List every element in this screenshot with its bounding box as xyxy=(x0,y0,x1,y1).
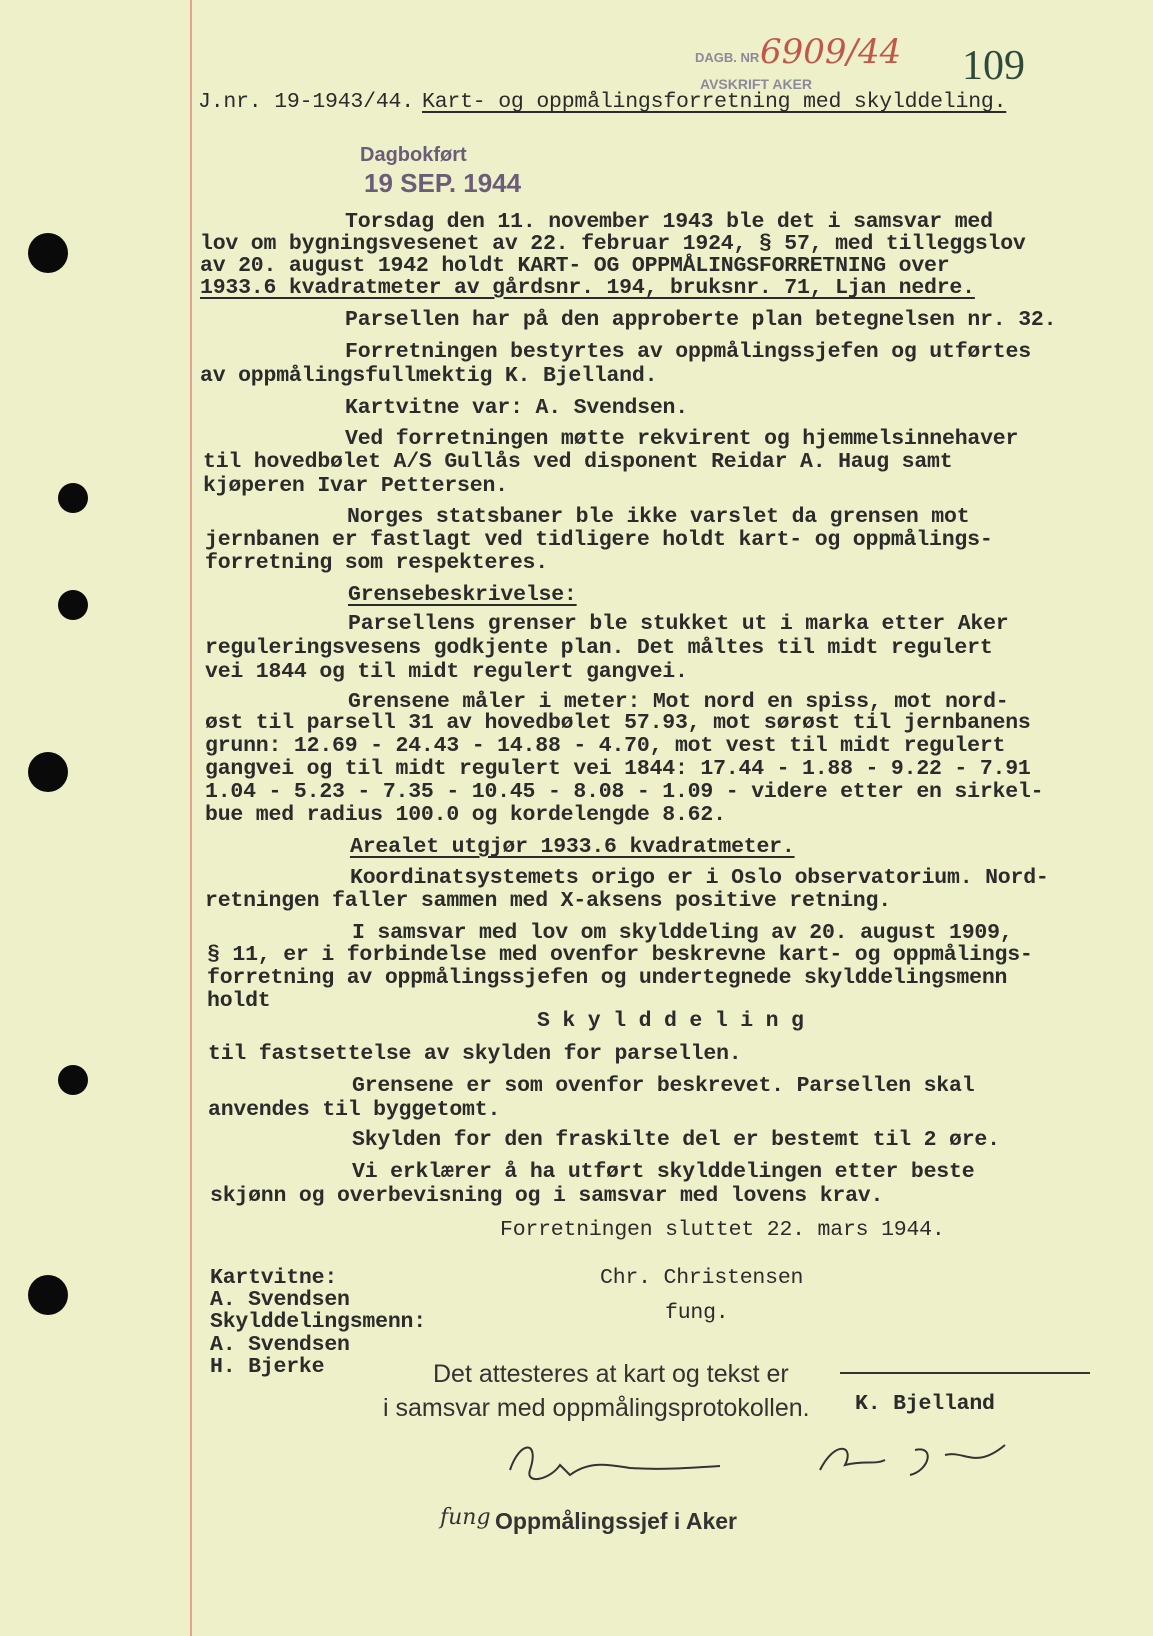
dagbokfort-stamp: Dagbokført xyxy=(360,144,467,166)
official-name: Chr. Christensen xyxy=(600,1266,804,1290)
text-line: anvendes til byggetomt. xyxy=(208,1098,501,1122)
punch-hole xyxy=(28,1275,68,1315)
punch-hole xyxy=(58,590,88,620)
text-line: Arealet utgjør 1933.6 kvadratmeter. xyxy=(350,835,795,859)
text-line: Ved forretningen møtte rekvirent og hjemmelsinnehaver xyxy=(345,427,1019,451)
text-line: Skylden for den fraskilte del er bestemt til 2 øre. xyxy=(352,1128,1000,1152)
text-line: gangvei og til midt regulert vei 1844: 17.44 - 1.88 - 9.22 - 7.91 xyxy=(205,757,1031,781)
man-2: H. Bjerke xyxy=(210,1355,325,1379)
text-line: S k y l d d e l i n g xyxy=(537,1009,804,1033)
text-line: reguleringsvesens godkjente plan. Det måltes til midt regulert xyxy=(205,636,993,660)
text-line: Parsellen har på den approberte plan betegnelsen nr. 32. xyxy=(345,308,1057,332)
text-line: bue med radius 100.0 og kordelengde 8.62. xyxy=(205,803,726,827)
text-line: forretning som respekteres. xyxy=(205,551,548,575)
punch-hole xyxy=(28,752,68,792)
text-line: Grensene er som ovenfor beskrevet. Parsellen skal xyxy=(352,1074,975,1098)
text-line: Grensene måler i meter: Mot nord en spiss, mot nord- xyxy=(348,690,1009,714)
text-line: I samsvar med lov om skylddeling av 20. august 1909, xyxy=(352,921,1013,945)
text-line: Parsellens grenser ble stukket ut i marka etter Aker xyxy=(348,612,1009,636)
text-line: Kartvitne var: A. Svendsen. xyxy=(345,396,688,420)
text-line: 1.04 - 5.23 - 7.35 - 10.45 - 8.08 - 1.09 - videre etter en sirkel- xyxy=(205,780,1044,804)
attest-line-2: i samsvar med oppmålingsprotokollen. xyxy=(383,1394,810,1422)
witness-name: A. Svendsen xyxy=(210,1288,350,1312)
journal-number: J.nr. 19-1943/44. xyxy=(198,90,414,114)
dagbokfort-date: 19 SEP. 1944 xyxy=(364,168,522,198)
text-line: til fastsettelse av skylden for parsellen. xyxy=(208,1042,742,1066)
text-line: av oppmålingsfullmektig K. Bjelland. xyxy=(200,364,658,388)
punch-hole xyxy=(58,1065,88,1095)
signature-title: Oppmålingssjef i Aker xyxy=(495,1508,737,1534)
text-line: til hovedbølet A/S Gullås ved disponent Reidar A. Haug samt xyxy=(203,450,953,474)
text-line: grunn: 12.69 - 24.43 - 14.88 - 4.70, mot vest til midt regulert xyxy=(205,734,1006,758)
text-line: retningen faller sammen med X-aksens positive retning. xyxy=(205,889,891,913)
margin-line xyxy=(190,0,192,1636)
text-line: øst til parsell 31 av hovedbølet 57.93, mot sørøst til jernbanens xyxy=(205,711,1031,735)
text-line: Grensebeskrivelse: xyxy=(348,583,577,607)
witness-label: Kartvitne: xyxy=(210,1266,338,1290)
attest-rule xyxy=(840,1372,1090,1374)
punch-hole xyxy=(28,233,68,273)
document-title: Kart- og oppmålingsforretning med skylddeling. xyxy=(422,90,1007,114)
text-line: kjøperen Ivar Pettersen. xyxy=(203,474,508,498)
fung-handwritten: fung xyxy=(440,1505,491,1530)
men-label: Skylddelingsmenn: xyxy=(210,1310,426,1334)
text-line: § 11, er i forbindelse med ovenfor beskrevne kart- og oppmålings- xyxy=(207,943,1033,967)
text-line: Koordinatsystemets origo er i Oslo observatorium. Nord- xyxy=(350,866,1049,890)
man-1: A. Svendsen xyxy=(210,1333,350,1357)
official-title: fung. xyxy=(665,1301,729,1325)
handwritten-signature xyxy=(500,1430,730,1500)
handwritten-initials xyxy=(815,1430,1015,1490)
dagb-stamp: DAGB. NR xyxy=(695,50,760,65)
text-line: forretning av oppmålingssjefen og undertegnede skylddelingsmenn xyxy=(207,966,1008,990)
dagb-number-handwritten: 6909/44 xyxy=(760,32,902,72)
page-number: 109 xyxy=(962,43,1025,89)
text-line: holdt xyxy=(207,989,271,1013)
avskrift-stamp: AVSKRIFT AKER xyxy=(700,76,812,92)
text-line: Vi erklærer å ha utført skylddelingen etter beste xyxy=(352,1160,975,1184)
attest-line-1: Det attesteres at kart og tekst er xyxy=(433,1360,789,1388)
text-line: 1933.6 kvadratmeter av gårdsnr. 194, bruksnr. 71, Ljan nedre. xyxy=(200,276,975,300)
text-line: lov om bygningsvesenet av 22. februar 1924, § 57, med tilleggslov xyxy=(200,232,1026,256)
text-line: Forretningen bestyrtes av oppmålingssjefen og utførtes xyxy=(345,340,1031,364)
text-line: jernbanen er fastlagt ved tidligere holdt kart- og oppmålings- xyxy=(205,528,993,552)
text-line: Norges statsbaner ble ikke varslet da grensen mot xyxy=(347,505,970,529)
punch-hole xyxy=(58,483,88,513)
text-line: Forretningen sluttet 22. mars 1944. xyxy=(500,1218,945,1242)
text-line: vei 1844 og til midt regulert gangvei. xyxy=(205,660,688,684)
text-line: skjønn og overbevisning og i samsvar med lovens krav. xyxy=(210,1184,884,1208)
surveyor-name: K. Bjelland xyxy=(855,1392,995,1416)
text-line: Torsdag den 11. november 1943 ble det i samsvar med xyxy=(345,210,993,234)
text-line: av 20. august 1942 holdt KART- OG OPPMÅLINGSFORRETNING over xyxy=(200,254,950,278)
